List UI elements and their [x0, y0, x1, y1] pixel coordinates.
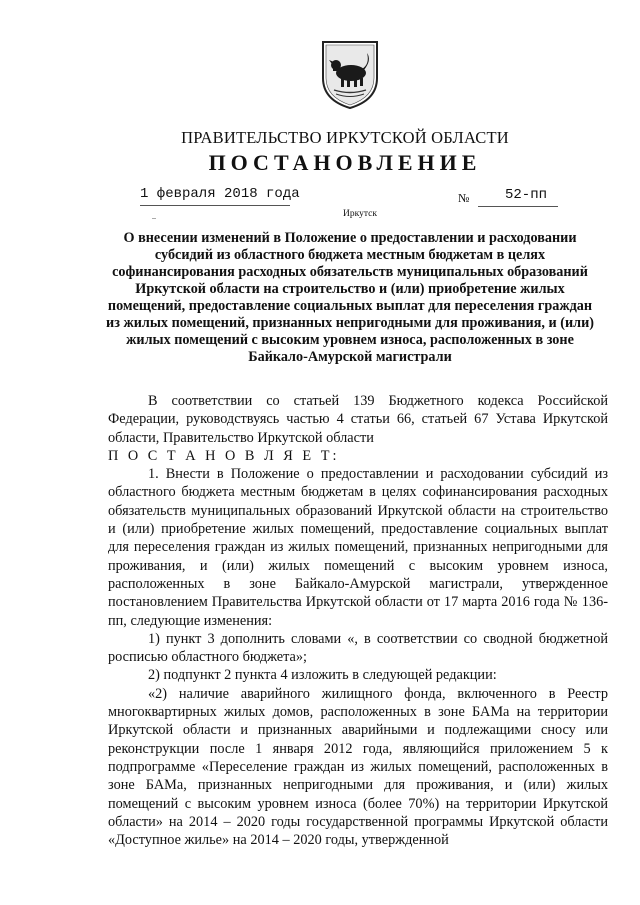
government-name: ПРАВИТЕЛЬСТВО ИРКУТСКОЙ ОБЛАСТИ — [181, 128, 509, 147]
decree-word: П О С Т А Н О В Л Я Е Т: — [108, 447, 340, 464]
number-sign: № — [458, 191, 470, 205]
city-name: Иркутск — [343, 209, 377, 219]
document-type-title: ПОСТАНОВЛЕНИЕ — [208, 150, 482, 175]
number-underline — [478, 206, 558, 207]
document-date: 1 февраля 2018 года — [140, 186, 300, 202]
document-number: 52-пп — [505, 187, 548, 203]
quoted-text-paragraph: «2) наличие аварийного жилищного фонда, включенного в Реестр многоквартирных жилых домов, расположенных в зоне БАМа на территории Иркутской области и признанных аварийными и подлежащими сносу или реконструкции после 1 января 2012 года, являющийся приложением 5 к подпрограмме «Переселение граждан из жилых помещений, расположенных в зоне БАМа, признанных непригодными для проживания, и (или) жилых помещений с высоким уровнем износа (более 70%) на территории Иркутской области» на 2014 – 2020 годы государственной программы Иркутской области «Доступное жилье» на 2014 – 2020 годы, утвержденной — [108, 685, 608, 849]
divider-mark — [152, 218, 156, 219]
intro-paragraph: В соответствии со статьей 139 Бюджетного кодекса Российской Федерации, руководствуясь частью 4 статьи 66, статьей 67 Устава Иркутской области, Правительство Иркутской области — [108, 393, 608, 446]
item-1-paragraph: 1. Внести в Положение о предоставлении и расходовании субсидий из областного бюджета местным бюджетам в целях софинансирования расходных обязательств муниципальных образований Иркутской области на строительство и (или) приобретение жилых помещений, предоставление социальных выплат для переселения граждан из жилых помещений, признанных непригодными для проживания, и (или) жилых помещений с высоким уровнем износа, расположенных в зоне Байкало-Амурской магистрали, утвержденное постановлением Правительства Иркутской области от 17 марта 2016 года № 136-пп, следующие изменения: — [108, 466, 608, 629]
document-body — [108, 392, 608, 849]
subitem-2-paragraph: 2) подпункт 2 пункта 4 изложить в следующей редакции: — [148, 667, 497, 684]
subitem-1-paragraph: 1) пункт 3 дополнить словами «, в соответствии со сводной бюджетной росписью областного бюджета»; — [108, 630, 608, 666]
date-underline — [140, 205, 290, 206]
document-heading: О внесении изменений в Положение о предоставлении и расходовании субсидий из областного бюджета местным бюджетам в целях софинансирования расходных обязательств муниципальных образований Иркутской области на строительство и (или) приобретение жилых помещений, предоставление социальных выплат для переселения граждан из жилых помещений, признанных непригодными для проживания, и (или) жилых помещений с высоким уровнем износа, расположенных в зоне Байкало-Амурской магистрали — [106, 230, 594, 365]
irkutsk-coat-of-arms-icon — [320, 38, 380, 110]
